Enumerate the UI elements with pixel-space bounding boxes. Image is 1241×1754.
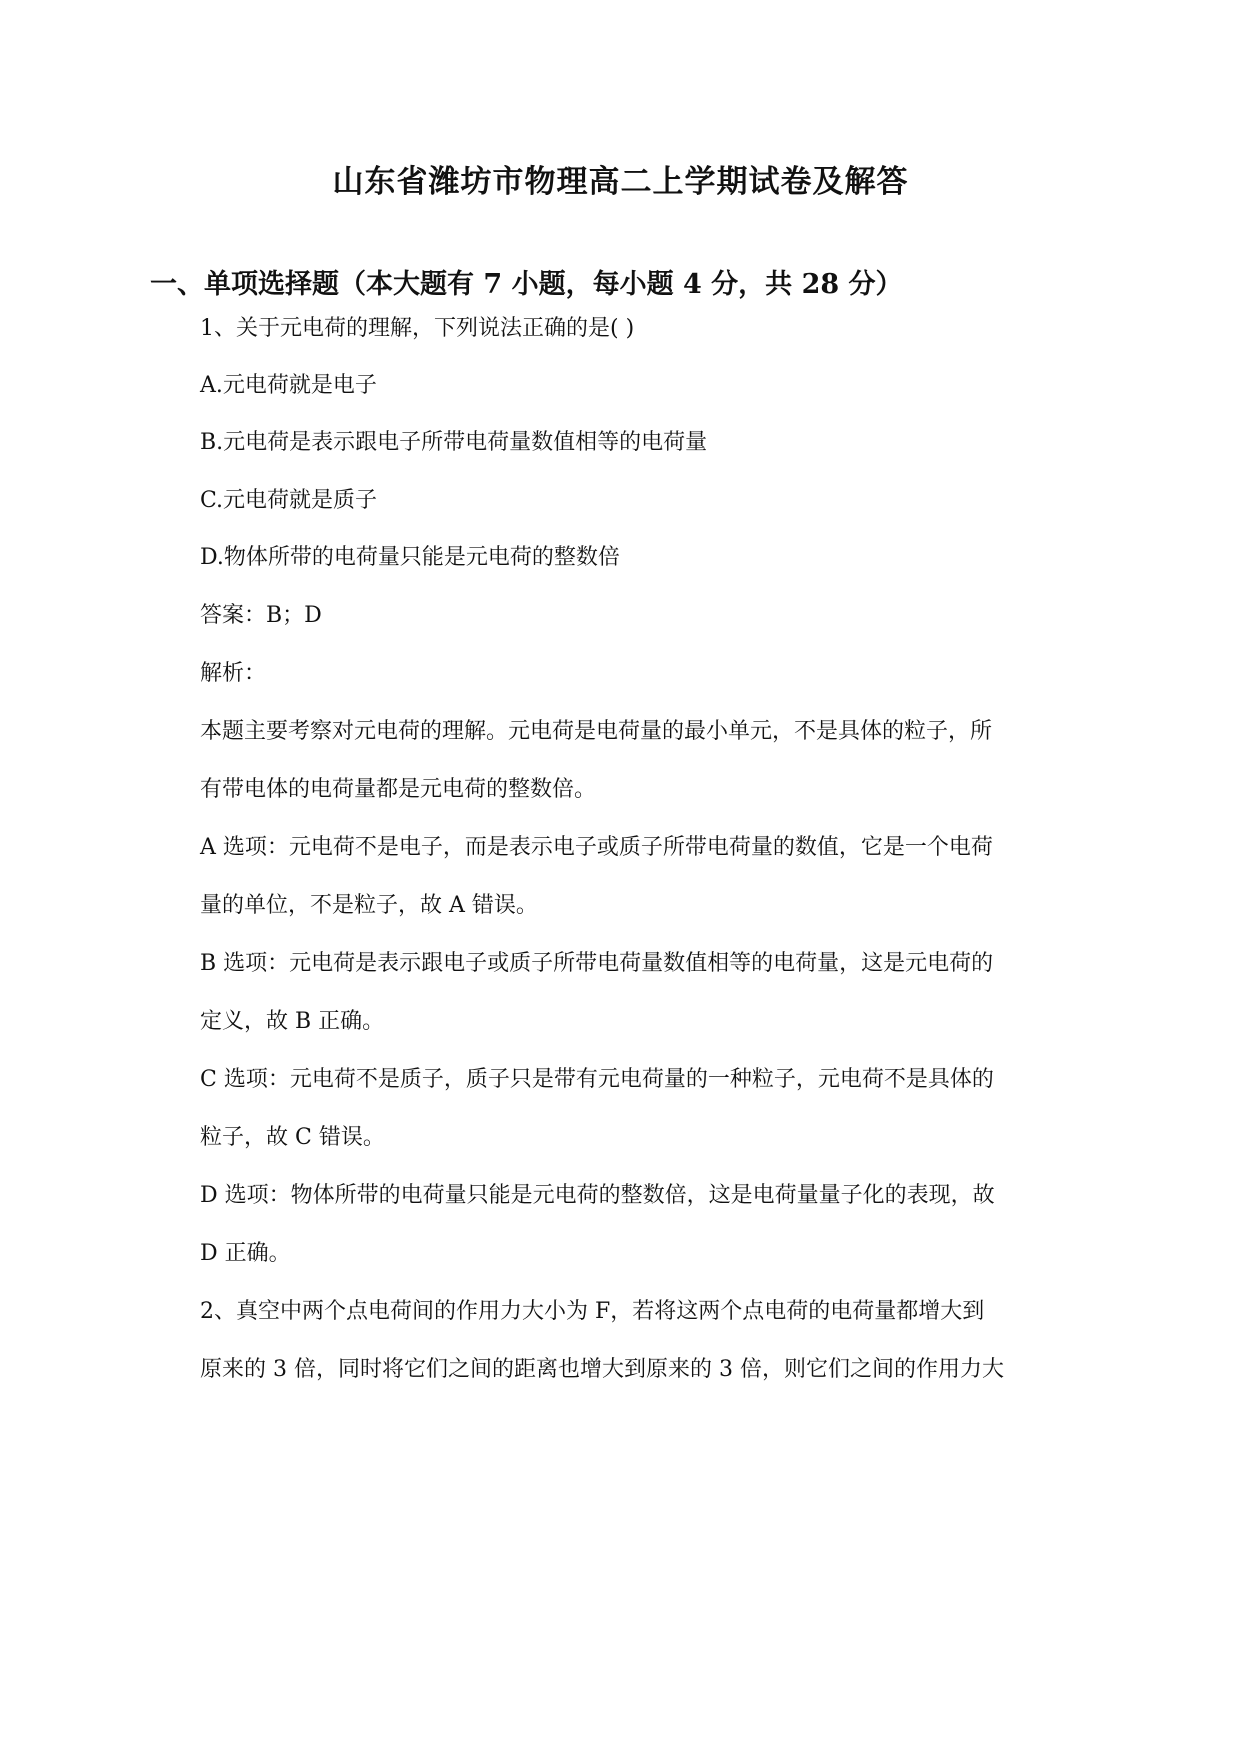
question-1-option-a: A.元电荷就是电子 — [200, 373, 377, 398]
analysis-line: 定义，故 B 正确。 — [200, 1009, 385, 1034]
question-1-stem: 1、关于元电荷的理解，下列说法正确的是( ) — [200, 316, 635, 341]
analysis-line: 本题主要考察对元电荷的理解。元电荷是电荷量的最小单元，不是具体的粒子，所 — [200, 719, 993, 744]
question-2-stem-line: 原来的 3 倍，同时将它们之间的距离也增大到原来的 3 倍，则它们之间的作用力大 — [200, 1357, 1004, 1382]
question-1-answer: 答案：B；D — [200, 603, 322, 628]
analysis-line: B 选项：元电荷是表示跟电子或质子所带电荷量数值相等的电荷量，这是元电荷的 — [200, 951, 994, 976]
document-title: 山东省潍坊市物理高二上学期试卷及解答 — [332, 164, 909, 200]
analysis-line: 粒子，故 C 错误。 — [200, 1125, 385, 1150]
analysis-line: 有带电体的电荷量都是元电荷的整数倍。 — [200, 777, 597, 802]
section-heading: 一、单项选择题（本大题有 7 小题，每小题 4 分，共 28 分） — [150, 269, 903, 300]
analysis-line: D 选项：物体所带的电荷量只能是元电荷的整数倍，这是电荷量量子化的表现，故 — [200, 1183, 995, 1208]
question-1-option-d: D.物体所带的电荷量只能是元电荷的整数倍 — [200, 545, 620, 570]
analysis-line: D 正确。 — [200, 1241, 291, 1266]
question-1-analysis-label: 解析： — [200, 661, 267, 686]
question-2-stem-line: 2、真空中两个点电荷间的作用力大小为 F，若将这两个点电荷的电荷量都增大到 — [200, 1299, 985, 1324]
analysis-line: 量的单位，不是粒子，故 A 错误。 — [200, 893, 538, 918]
analysis-line: C 选项：元电荷不是质子，质子只是带有元电荷量的一种粒子，元电荷不是具体的 — [200, 1067, 994, 1092]
question-1-option-b: B.元电荷是表示跟电子所带电荷量数值相等的电荷量 — [200, 430, 708, 455]
question-1-option-c: C.元电荷就是质子 — [200, 488, 378, 513]
analysis-line: A 选项：元电荷不是电子，而是表示电子或质子所带电荷量的数值，它是一个电荷 — [200, 835, 993, 860]
